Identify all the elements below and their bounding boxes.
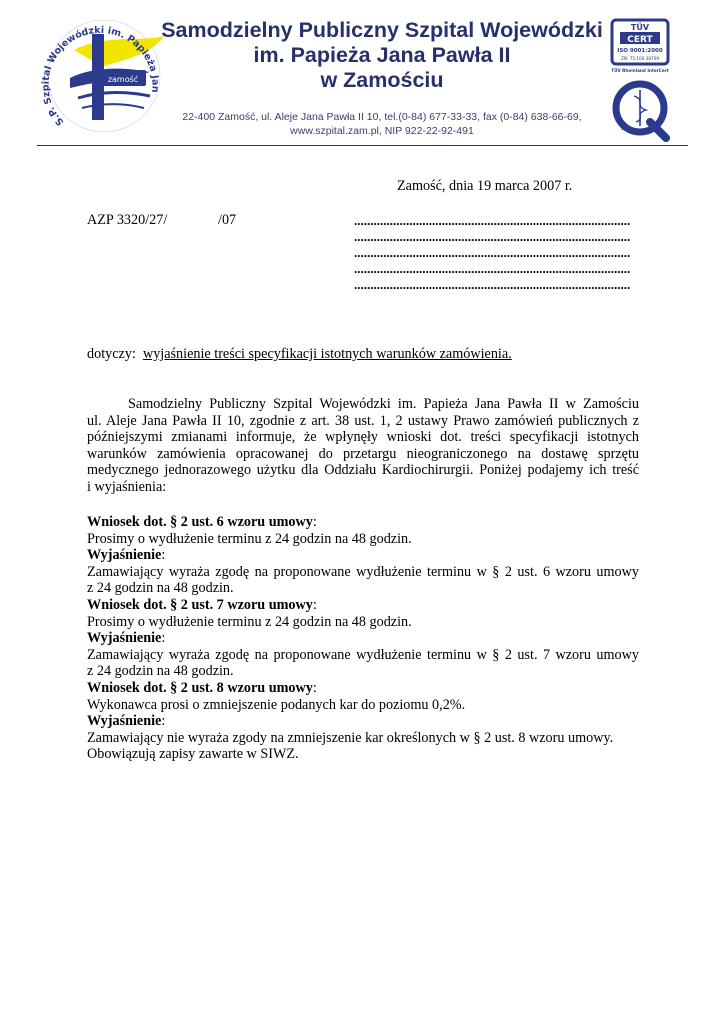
iso-text: ISO 9001:2000 [617,48,663,54]
request-text: Prosimy o wydłużenie terminu z 24 godzin na 48 godzin. [87,530,412,547]
answer-heading: Wyjaśnienie: [87,547,166,564]
request-text: Prosimy o wydłużenie terminu z 24 godzin na 48 godzin. [87,613,412,630]
intro-line: ul. Aleje Jana Pawła II 10, zgodnie z art. 38 ust. 1, 2 ustawy Prawo zamówień publicznych z [87,412,639,429]
intro-line: warunków zamówienia opracowanej do przetargu nieograniczonego na dostawę sprzętu [87,445,639,462]
logo-ring-text: S.P. Szpital Wojewódzki im. Papieża Jan [40,24,161,128]
answer-line: Zamawiający wyraża zgodę na proponowane wydłużenie terminu w § 2 ust. 7 wzoru umowy [87,646,639,663]
request-heading-text: Wniosek dot. § 2 ust. 6 wzoru umowy [87,514,313,530]
hospital-name-line: im. Papieża Jana Pawła II [253,43,511,67]
request-heading: Wniosek dot. § 2 ust. 7 wzoru umowy: [87,596,317,613]
answer-heading-text: Wyjaśnienie [87,547,162,564]
address-line: 22-400 Zamość, ul. Aleje Jana Pawła II 10, tel.(0-84) 677-33-33, fax (0-84) 638-66-69, [182,111,582,123]
reference-suffix: /07 [218,212,237,228]
request-heading: Wniosek dot. § 2 ust. 8 wzoru umowy: [87,679,317,696]
tuv-footer-text: TÜV Rheinland InterCert [611,68,669,73]
place-date: Zamość, dnia 19 marca 2007 r. [397,178,573,194]
reference-prefix: AZP 3320/27/ [87,212,168,228]
hospital-name-line: w Zamościu [320,68,444,92]
answer-heading-text: Wyjaśnienie [87,630,162,647]
logo-emblem-icon [34,14,166,140]
tuv-text: TÜV [630,23,650,32]
answer-line: Obowiązują zapisy zawarte w SIWZ. [87,746,299,763]
answer-line: z 24 godzin na 48 godzin. [87,663,234,680]
dotted-line: ..................................................................................... [354,277,631,292]
addressee-blank-lines [354,213,630,293]
quality-year-right: 2007 [650,126,662,131]
quality-year-left: 2007 [620,126,632,131]
intro-line: medycznego jednorazowego użytku dla Oddziału Kardiochirurgii. Poniżej podajemy ich treść [87,462,639,479]
header-divider [37,145,688,146]
answer-line: z 24 godzin na 48 godzin. [87,580,234,597]
dotted-line: ..................................................................................... [354,261,631,276]
dotted-line: ..................................................................................... [354,229,631,244]
intro-paragraph [87,396,639,496]
answer-line: Zamawiający nie wyraża zgody na zmniejszenie kar określonych w § 2 ust. 8 wzoru umowy. [87,729,614,746]
dotted-line: ..................................................................................... [354,245,631,260]
request-heading-text: Wniosek dot. § 2 ust. 8 wzoru umowy [87,679,313,696]
zn-text: ZN: 75.100.38709 [620,56,660,61]
request-heading-text: Wniosek dot. § 2 ust. 7 wzoru umowy [87,596,313,613]
intro-line: późniejszymi zmianami informuje, że wpłynęły wnioski dot. treści specyfikacji istotnych [87,429,639,446]
intro-line: Samodzielny Publiczny Szpital Wojewódzki im. Papieża Jana Pawła II w Zamościu [128,396,639,412]
answer-heading-text: Wyjaśnienie [87,713,162,730]
intro-line: i wyjaśnienia: [87,478,167,495]
subject-line [87,346,512,363]
dotted-line: ..................................................................................... [354,213,631,228]
hospital-address [150,110,614,138]
logo-center-text: zamość [107,75,139,84]
cert-text: CERT [627,35,653,45]
request-text: Wykonawca prosi o zmniejszenie podanych kar do poziomu 0,2%. [87,696,466,713]
answer-heading: Wyjaśnienie: [87,630,166,647]
request-heading: Wniosek dot. § 2 ust. 6 wzoru umowy: [87,514,317,530]
requests-section [87,514,639,763]
hospital-logo [34,14,166,140]
hospital-name-line: Samodzielny Publiczny Szpital Wojewódzki [161,18,603,42]
quality-q-badge [612,78,672,142]
address-line: www.szpital.zam.pl, NIP 922-22-92-491 [290,125,474,137]
hospital-name [160,18,604,93]
answer-line: Zamawiający wyraża zgodę na proponowane wydłużenie terminu w § 2 ust. 6 wzoru umowy [87,563,639,580]
subject-label: dotyczy: [87,346,136,362]
tuv-cert-badge [610,18,670,74]
subject-text: wyjaśnienie treści specyfikacji istotnych warunków zamówienia. [142,346,512,362]
quality-q-icon [612,78,672,142]
answer-heading: Wyjaśnienie: [87,713,166,730]
